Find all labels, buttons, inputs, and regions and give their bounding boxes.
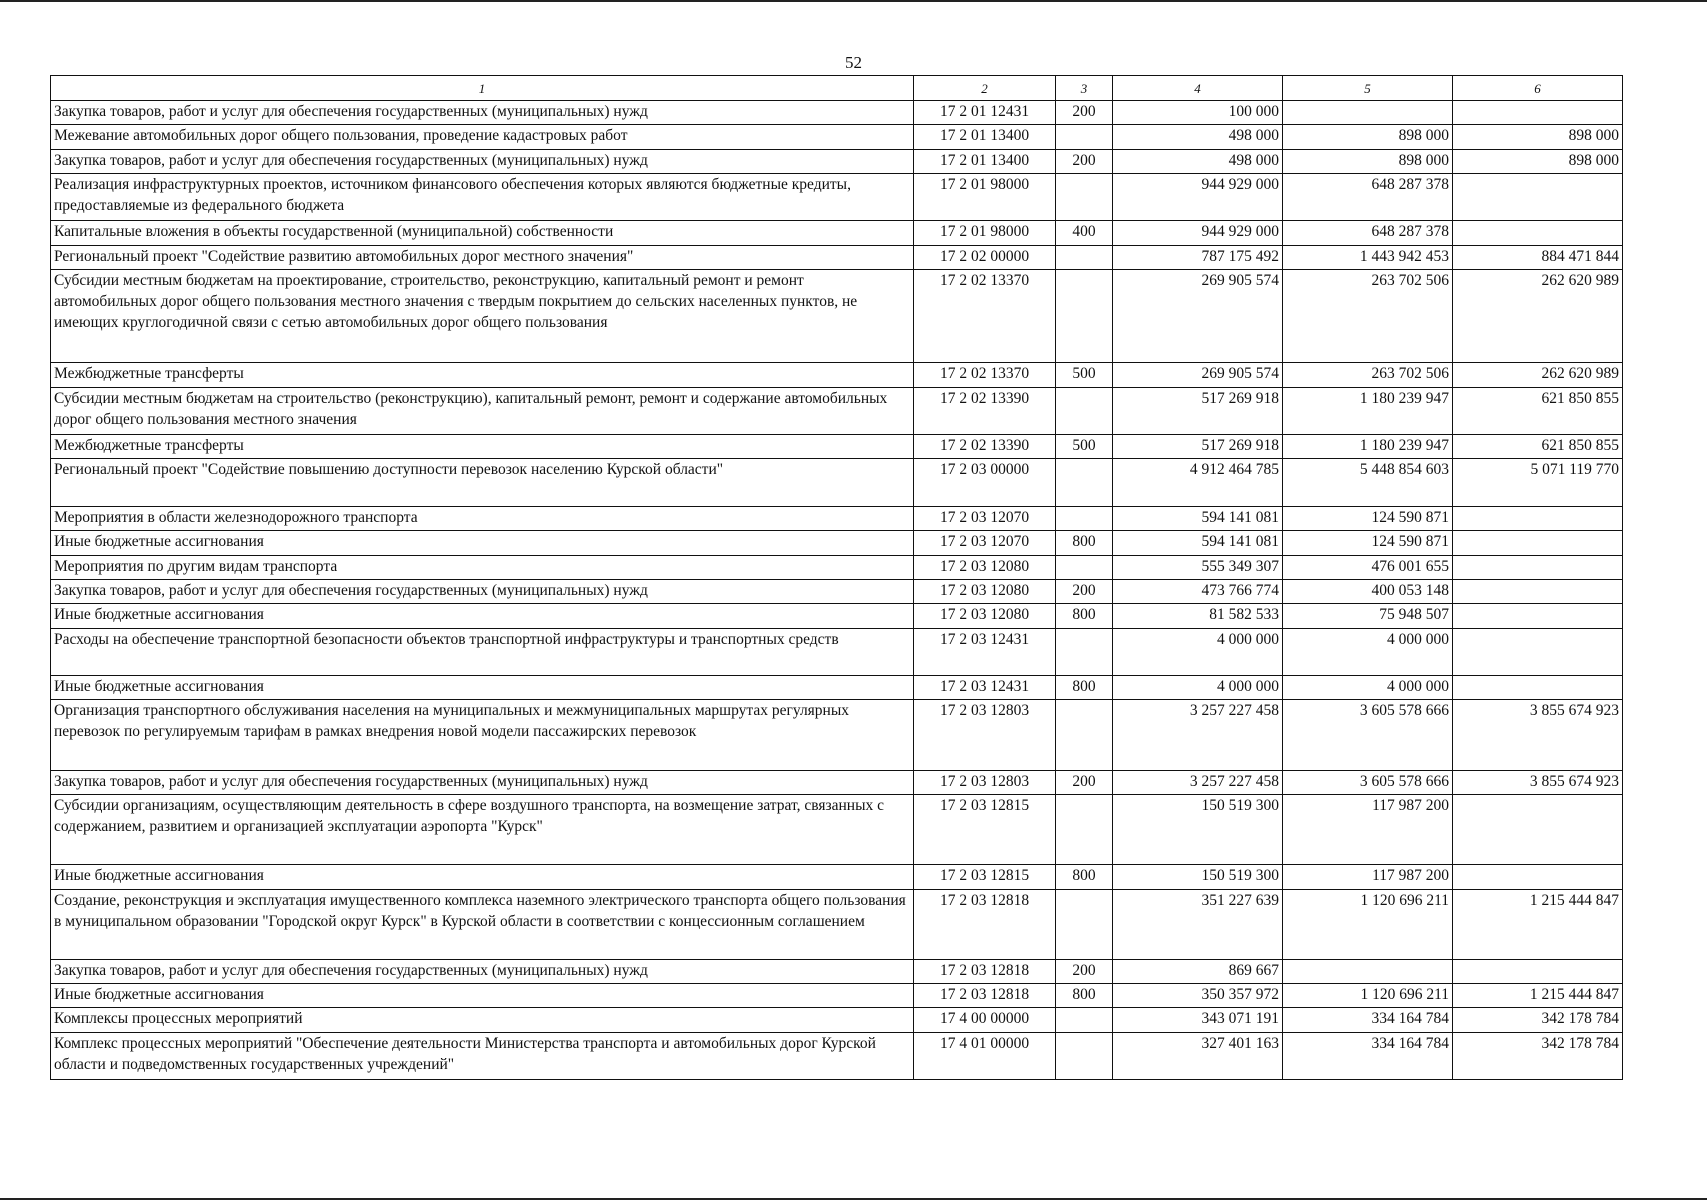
cell-code: 17 2 03 12080 — [914, 555, 1056, 579]
cell-amount-5: 898 000 — [1283, 149, 1453, 173]
cell-amount-4: 4 912 464 785 — [1113, 459, 1283, 506]
cell-code: 17 2 01 13400 — [914, 125, 1056, 149]
cell-code: 17 2 03 12431 — [914, 628, 1056, 675]
cell-code: 17 2 01 98000 — [914, 174, 1056, 221]
cell-name: Межбюджетные трансферты — [51, 435, 914, 459]
header-col-3: 3 — [1056, 76, 1113, 101]
cell-amount-5: 5 448 854 603 — [1283, 459, 1453, 506]
cell-amount-6: 898 000 — [1453, 149, 1623, 173]
cell-amount-5: 3 605 578 666 — [1283, 700, 1453, 770]
cell-amount-4: 150 519 300 — [1113, 865, 1283, 889]
cell-type — [1056, 1008, 1113, 1032]
cell-name: Субсидии организациям, осуществляющим деятельность в сфере воздушного транспорта, на возмещение затрат, связанных с содержанием, развитием и организацией эксплуатации аэропорта "Курск" — [51, 794, 914, 864]
table-row — [51, 959, 1623, 983]
cell-amount-4: 4 000 000 — [1113, 628, 1283, 675]
cell-amount-5: 476 001 655 — [1283, 555, 1453, 579]
cell-name: Субсидии местным бюджетам на проектирование, строительство, реконструкцию, капитальный ремонт и ремонт автомобильных дорог общего пользования местного значения с твердым покрытием до сельских населенных пунктов, не имеющих круглогодичной связи с сетью автомобильных дорог общего пользования — [51, 270, 914, 363]
cell-type: 500 — [1056, 363, 1113, 387]
cell-amount-4: 594 141 081 — [1113, 531, 1283, 555]
cell-type — [1056, 628, 1113, 675]
table-row — [51, 794, 1623, 864]
cell-name: Региональный проект "Содействие развитию автомобильных дорог местного значения" — [51, 245, 914, 269]
cell-name: Комплекс процессных мероприятий "Обеспечение деятельности Министерства транспорта и автомобильных дорог Курской области и подведомственных государственных учреждений" — [51, 1032, 914, 1079]
cell-amount-5: 4 000 000 — [1283, 675, 1453, 699]
table-row — [51, 604, 1623, 628]
table-row — [51, 770, 1623, 794]
cell-amount-6 — [1453, 604, 1623, 628]
cell-amount-6: 5 071 119 770 — [1453, 459, 1623, 506]
cell-amount-4: 3 257 227 458 — [1113, 770, 1283, 794]
cell-code: 17 2 01 98000 — [914, 221, 1056, 245]
cell-type — [1056, 506, 1113, 530]
cell-amount-6: 262 620 989 — [1453, 270, 1623, 363]
cell-amount-6: 3 855 674 923 — [1453, 700, 1623, 770]
header-row — [51, 76, 1623, 101]
cell-code: 17 2 03 12815 — [914, 794, 1056, 864]
cell-amount-5 — [1283, 959, 1453, 983]
cell-amount-5: 1 180 239 947 — [1283, 435, 1453, 459]
cell-code: 17 4 01 00000 — [914, 1032, 1056, 1079]
cell-amount-6: 1 215 444 847 — [1453, 889, 1623, 959]
cell-code: 17 2 03 12803 — [914, 770, 1056, 794]
cell-name: Региональный проект "Содействие повышению доступности перевозок населению Курской области" — [51, 459, 914, 506]
cell-amount-4: 498 000 — [1113, 125, 1283, 149]
cell-name: Организация транспортного обслуживания населения на муниципальных и межмуниципальных маршрутах регулярных перевозок по регулируемым тарифам в рамках внедрения новой модели пассажирских перевозок — [51, 700, 914, 770]
cell-amount-5: 117 987 200 — [1283, 865, 1453, 889]
cell-amount-6 — [1453, 628, 1623, 675]
cell-amount-4: 594 141 081 — [1113, 506, 1283, 530]
cell-amount-5: 1 120 696 211 — [1283, 984, 1453, 1008]
cell-amount-6 — [1453, 101, 1623, 125]
cell-name: Комплексы процессных мероприятий — [51, 1008, 914, 1032]
cell-type: 500 — [1056, 435, 1113, 459]
table-row — [51, 435, 1623, 459]
cell-amount-6: 1 215 444 847 — [1453, 984, 1623, 1008]
table-row — [51, 387, 1623, 434]
cell-amount-6 — [1453, 865, 1623, 889]
cell-name: Иные бюджетные ассигнования — [51, 984, 914, 1008]
cell-name: Межевание автомобильных дорог общего пользования, проведение кадастровых работ — [51, 125, 914, 149]
budget-table — [50, 75, 1623, 1080]
header-col-2: 2 — [914, 76, 1056, 101]
table-row — [51, 363, 1623, 387]
cell-type: 800 — [1056, 604, 1113, 628]
table-row — [51, 865, 1623, 889]
cell-code: 17 2 03 12070 — [914, 531, 1056, 555]
cell-amount-5: 1 443 942 453 — [1283, 245, 1453, 269]
cell-code: 17 2 03 12818 — [914, 959, 1056, 983]
cell-amount-4: 944 929 000 — [1113, 221, 1283, 245]
table-row — [51, 270, 1623, 363]
cell-code: 17 2 03 00000 — [914, 459, 1056, 506]
cell-amount-6 — [1453, 221, 1623, 245]
cell-name: Мероприятия по другим видам транспорта — [51, 555, 914, 579]
cell-amount-6: 262 620 989 — [1453, 363, 1623, 387]
table-row — [51, 506, 1623, 530]
table-row — [51, 101, 1623, 125]
table-row — [51, 221, 1623, 245]
cell-code: 17 4 00 00000 — [914, 1008, 1056, 1032]
cell-code: 17 2 02 13370 — [914, 363, 1056, 387]
cell-name: Закупка товаров, работ и услуг для обеспечения государственных (муниципальных) нужд — [51, 101, 914, 125]
cell-amount-5: 334 164 784 — [1283, 1032, 1453, 1079]
cell-amount-5: 648 287 378 — [1283, 174, 1453, 221]
table-row — [51, 1032, 1623, 1079]
cell-type: 200 — [1056, 770, 1113, 794]
cell-name: Мероприятия в области железнодорожного транспорта — [51, 506, 914, 530]
cell-amount-6: 621 850 855 — [1453, 435, 1623, 459]
cell-amount-4: 517 269 918 — [1113, 387, 1283, 434]
cell-type — [1056, 245, 1113, 269]
table-row — [51, 125, 1623, 149]
cell-amount-5: 1 180 239 947 — [1283, 387, 1453, 434]
cell-code: 17 2 03 12431 — [914, 675, 1056, 699]
cell-type: 800 — [1056, 865, 1113, 889]
cell-name: Капитальные вложения в объекты государственной (муниципальной) собственности — [51, 221, 914, 245]
table-row — [51, 555, 1623, 579]
cell-amount-5: 263 702 506 — [1283, 270, 1453, 363]
cell-amount-4: 343 071 191 — [1113, 1008, 1283, 1032]
header-col-1: 1 — [51, 76, 914, 101]
cell-amount-4: 81 582 533 — [1113, 604, 1283, 628]
cell-amount-4: 4 000 000 — [1113, 675, 1283, 699]
cell-amount-6 — [1453, 959, 1623, 983]
cell-code: 17 2 02 13370 — [914, 270, 1056, 363]
cell-amount-4: 869 667 — [1113, 959, 1283, 983]
cell-code: 17 2 01 13400 — [914, 149, 1056, 173]
table-row — [51, 700, 1623, 770]
table-row — [51, 174, 1623, 221]
cell-amount-4: 944 929 000 — [1113, 174, 1283, 221]
cell-amount-6 — [1453, 506, 1623, 530]
cell-code: 17 2 03 12818 — [914, 984, 1056, 1008]
cell-amount-4: 517 269 918 — [1113, 435, 1283, 459]
cell-amount-4: 3 257 227 458 — [1113, 700, 1283, 770]
table-row — [51, 675, 1623, 699]
cell-type — [1056, 1032, 1113, 1079]
cell-amount-4: 473 766 774 — [1113, 579, 1283, 603]
table-row — [51, 628, 1623, 675]
cell-code: 17 2 03 12818 — [914, 889, 1056, 959]
cell-amount-6: 342 178 784 — [1453, 1008, 1623, 1032]
cell-amount-5: 3 605 578 666 — [1283, 770, 1453, 794]
cell-amount-5: 75 948 507 — [1283, 604, 1453, 628]
cell-code: 17 2 03 12080 — [914, 604, 1056, 628]
table-row — [51, 889, 1623, 959]
cell-name: Иные бюджетные ассигнования — [51, 675, 914, 699]
cell-name: Субсидии местным бюджетам на строительство (реконструкцию), капитальный ремонт, ремонт и содержание автомобильных дорог общего пользования местного значения — [51, 387, 914, 434]
cell-amount-4: 787 175 492 — [1113, 245, 1283, 269]
cell-type — [1056, 555, 1113, 579]
cell-amount-5: 263 702 506 — [1283, 363, 1453, 387]
cell-amount-4: 555 349 307 — [1113, 555, 1283, 579]
cell-amount-4: 100 000 — [1113, 101, 1283, 125]
cell-amount-5: 124 590 871 — [1283, 531, 1453, 555]
header-col-4: 4 — [1113, 76, 1283, 101]
header-col-6: 6 — [1453, 76, 1623, 101]
cell-amount-4: 269 905 574 — [1113, 270, 1283, 363]
cell-type: 400 — [1056, 221, 1113, 245]
cell-amount-4: 350 357 972 — [1113, 984, 1283, 1008]
table-row — [51, 579, 1623, 603]
cell-type — [1056, 270, 1113, 363]
cell-name: Иные бюджетные ассигнования — [51, 604, 914, 628]
cell-type — [1056, 794, 1113, 864]
cell-code: 17 2 02 13390 — [914, 387, 1056, 434]
cell-name: Закупка товаров, работ и услуг для обеспечения государственных (муниципальных) нужд — [51, 579, 914, 603]
cell-type — [1056, 125, 1113, 149]
cell-amount-6: 3 855 674 923 — [1453, 770, 1623, 794]
cell-amount-6 — [1453, 579, 1623, 603]
cell-amount-5: 4 000 000 — [1283, 628, 1453, 675]
cell-amount-5 — [1283, 101, 1453, 125]
cell-amount-4: 351 227 639 — [1113, 889, 1283, 959]
cell-type: 800 — [1056, 531, 1113, 555]
cell-amount-5: 400 053 148 — [1283, 579, 1453, 603]
cell-type: 200 — [1056, 579, 1113, 603]
cell-type: 200 — [1056, 149, 1113, 173]
cell-type — [1056, 174, 1113, 221]
cell-amount-5: 117 987 200 — [1283, 794, 1453, 864]
table-row — [51, 1008, 1623, 1032]
cell-type — [1056, 459, 1113, 506]
cell-amount-6 — [1453, 174, 1623, 221]
cell-name: Расходы на обеспечение транспортной безопасности объектов транспортной инфраструктуры и транспортных средств — [51, 628, 914, 675]
cell-name: Закупка товаров, работ и услуг для обеспечения государственных (муниципальных) нужд — [51, 149, 914, 173]
cell-code: 17 2 03 12080 — [914, 579, 1056, 603]
cell-name: Реализация инфраструктурных проектов, источником финансового обеспечения которых являются бюджетные кредиты, предоставляемые из федерального бюджета — [51, 174, 914, 221]
table-row — [51, 984, 1623, 1008]
cell-amount-5: 648 287 378 — [1283, 221, 1453, 245]
table-body — [51, 101, 1623, 1080]
table-row — [51, 459, 1623, 506]
cell-code: 17 2 03 12803 — [914, 700, 1056, 770]
cell-amount-4: 269 905 574 — [1113, 363, 1283, 387]
cell-code: 17 2 01 12431 — [914, 101, 1056, 125]
cell-code: 17 2 03 12070 — [914, 506, 1056, 530]
page-number: 52 — [845, 53, 862, 72]
cell-code: 17 2 03 12815 — [914, 865, 1056, 889]
cell-type — [1056, 700, 1113, 770]
cell-amount-6: 884 471 844 — [1453, 245, 1623, 269]
cell-name: Создание, реконструкция и эксплуатация имущественного комплекса наземного электрического транспорта общего пользования в муниципальном образовании "Городской округ Курск" в Курской области в соответствии с концессионным соглашением — [51, 889, 914, 959]
scan-edge-top — [0, 0, 1707, 2]
cell-code: 17 2 02 00000 — [914, 245, 1056, 269]
cell-code: 17 2 02 13390 — [914, 435, 1056, 459]
cell-name: Межбюджетные трансферты — [51, 363, 914, 387]
cell-amount-5: 334 164 784 — [1283, 1008, 1453, 1032]
cell-type: 800 — [1056, 984, 1113, 1008]
cell-amount-4: 150 519 300 — [1113, 794, 1283, 864]
table-row — [51, 245, 1623, 269]
cell-name: Иные бюджетные ассигнования — [51, 865, 914, 889]
cell-amount-4: 498 000 — [1113, 149, 1283, 173]
header-col-5: 5 — [1283, 76, 1453, 101]
cell-amount-6 — [1453, 794, 1623, 864]
cell-amount-6 — [1453, 675, 1623, 699]
cell-amount-6: 621 850 855 — [1453, 387, 1623, 434]
cell-type: 200 — [1056, 959, 1113, 983]
cell-amount-6: 898 000 — [1453, 125, 1623, 149]
cell-amount-5: 124 590 871 — [1283, 506, 1453, 530]
cell-name: Закупка товаров, работ и услуг для обеспечения государственных (муниципальных) нужд — [51, 959, 914, 983]
table-row — [51, 149, 1623, 173]
cell-amount-6: 342 178 784 — [1453, 1032, 1623, 1079]
table-row — [51, 531, 1623, 555]
cell-type — [1056, 387, 1113, 434]
cell-type: 200 — [1056, 101, 1113, 125]
cell-amount-5: 898 000 — [1283, 125, 1453, 149]
cell-type — [1056, 889, 1113, 959]
cell-name: Иные бюджетные ассигнования — [51, 531, 914, 555]
cell-type: 800 — [1056, 675, 1113, 699]
cell-amount-6 — [1453, 531, 1623, 555]
cell-name: Закупка товаров, работ и услуг для обеспечения государственных (муниципальных) нужд — [51, 770, 914, 794]
cell-amount-6 — [1453, 555, 1623, 579]
cell-amount-4: 327 401 163 — [1113, 1032, 1283, 1079]
cell-amount-5: 1 120 696 211 — [1283, 889, 1453, 959]
